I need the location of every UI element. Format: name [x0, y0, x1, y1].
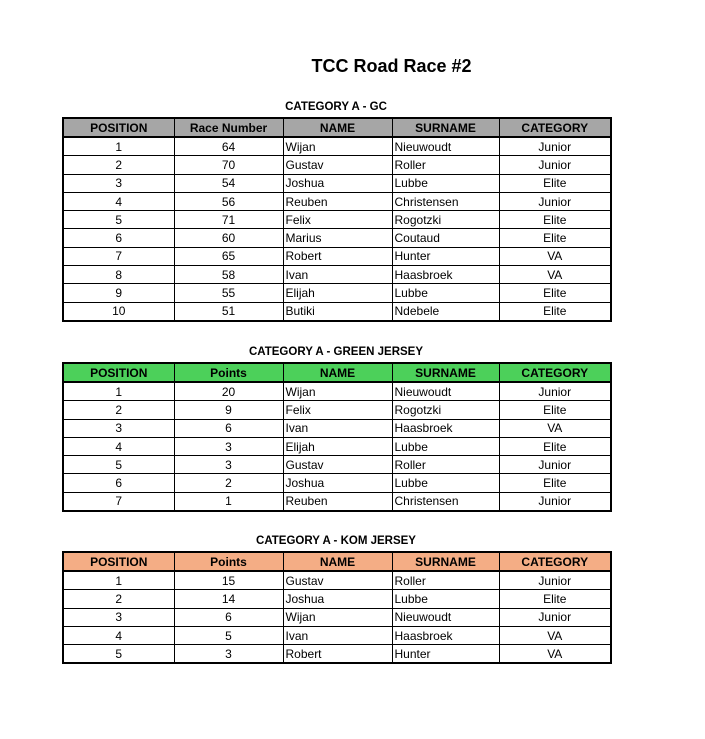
table-row [63, 302, 611, 321]
cell-surname: Hunter [392, 645, 499, 664]
cell-value: 20 [174, 382, 283, 401]
cell-value: 6 [174, 608, 283, 626]
kom-jersey-table [62, 551, 612, 664]
cell-category: Elite [499, 474, 611, 492]
cell-value: 64 [174, 137, 283, 156]
cell-surname: Lubbe [392, 437, 499, 455]
cell-surname: Christensen [392, 192, 499, 210]
cell-value: 56 [174, 192, 283, 210]
cell-position: 8 [63, 266, 174, 284]
cell-position: 10 [63, 302, 174, 321]
cell-position: 5 [63, 211, 174, 229]
cell-position: 1 [63, 571, 174, 590]
cell-category: Junior [499, 382, 611, 401]
cell-category: Elite [499, 437, 611, 455]
cell-name: Ivan [283, 626, 392, 644]
cell-name: Elijah [283, 437, 392, 455]
table-row [63, 211, 611, 229]
cell-surname: Lubbe [392, 284, 499, 302]
cell-value: 70 [174, 156, 283, 174]
table-row [63, 284, 611, 302]
column-header-surname: SURNAME [392, 363, 499, 382]
cell-name: Joshua [283, 590, 392, 608]
cell-position: 2 [63, 156, 174, 174]
table-row [63, 645, 611, 664]
cell-name: Reuben [283, 492, 392, 511]
cell-surname: Ndebele [392, 302, 499, 321]
cell-name: Ivan [283, 419, 392, 437]
cell-category: Junior [499, 492, 611, 511]
table-row [63, 247, 611, 265]
cell-position: 6 [63, 229, 174, 247]
cell-surname: Roller [392, 456, 499, 474]
cell-value: 15 [174, 571, 283, 590]
cell-name: Felix [283, 401, 392, 419]
table-row [63, 382, 611, 401]
cell-name: Gustav [283, 571, 392, 590]
cell-value: 3 [174, 456, 283, 474]
cell-name: Robert [283, 247, 392, 265]
cell-name: Joshua [283, 174, 392, 192]
cell-name: Gustav [283, 156, 392, 174]
green-jersey-table [62, 362, 612, 512]
cell-name: Elijah [283, 284, 392, 302]
cell-name: Wijan [283, 382, 392, 401]
column-header-value: Race Number [174, 118, 283, 137]
cell-surname: Nieuwoudt [392, 382, 499, 401]
cell-surname: Christensen [392, 492, 499, 511]
cell-surname: Haasbroek [392, 626, 499, 644]
cell-surname: Rogotzki [392, 401, 499, 419]
table-row [63, 419, 611, 437]
table-row [63, 174, 611, 192]
cell-surname: Lubbe [392, 174, 499, 192]
kom-jersey-section-title: CATEGORY A - KOM JERSEY [256, 535, 416, 547]
cell-surname: Rogotzki [392, 211, 499, 229]
cell-position: 6 [63, 474, 174, 492]
cell-position: 4 [63, 437, 174, 455]
cell-value: 3 [174, 437, 283, 455]
column-header-category: CATEGORY [499, 363, 611, 382]
cell-position: 2 [63, 590, 174, 608]
table-row [63, 492, 611, 511]
cell-category: Junior [499, 192, 611, 210]
table-row [63, 192, 611, 210]
cell-name: Wijan [283, 137, 392, 156]
table-row [63, 137, 611, 156]
cell-category: Junior [499, 456, 611, 474]
cell-value: 6 [174, 419, 283, 437]
cell-category: Elite [499, 302, 611, 321]
cell-value: 58 [174, 266, 283, 284]
cell-position: 2 [63, 401, 174, 419]
cell-surname: Roller [392, 156, 499, 174]
table-row [63, 571, 611, 590]
cell-position: 4 [63, 192, 174, 210]
table-header-row [63, 552, 611, 571]
cell-position: 5 [63, 645, 174, 664]
cell-category: VA [499, 645, 611, 664]
cell-category: VA [499, 419, 611, 437]
cell-surname: Coutaud [392, 229, 499, 247]
table-header-row [63, 118, 611, 137]
cell-name: Butiki [283, 302, 392, 321]
column-header-value: Points [174, 552, 283, 571]
column-header-position: POSITION [63, 363, 174, 382]
cell-position: 7 [63, 247, 174, 265]
cell-category: Elite [499, 401, 611, 419]
cell-value: 51 [174, 302, 283, 321]
cell-category: Elite [499, 284, 611, 302]
cell-position: 1 [63, 382, 174, 401]
column-header-surname: SURNAME [392, 118, 499, 137]
cell-value: 54 [174, 174, 283, 192]
cell-name: Robert [283, 645, 392, 664]
cell-value: 14 [174, 590, 283, 608]
column-header-position: POSITION [63, 118, 174, 137]
column-header-name: NAME [283, 118, 392, 137]
page-title: TCC Road Race #2 [311, 56, 472, 76]
table-row [63, 456, 611, 474]
cell-category: Elite [499, 174, 611, 192]
cell-category: Elite [499, 211, 611, 229]
table-row [63, 626, 611, 644]
cell-surname: Hunter [392, 247, 499, 265]
cell-value: 55 [174, 284, 283, 302]
cell-surname: Nieuwoudt [392, 137, 499, 156]
cell-name: Wijan [283, 608, 392, 626]
table-row [63, 229, 611, 247]
cell-value: 3 [174, 645, 283, 664]
cell-name: Marius [283, 229, 392, 247]
cell-category: Elite [499, 590, 611, 608]
cell-surname: Lubbe [392, 590, 499, 608]
cell-value: 9 [174, 401, 283, 419]
column-header-category: CATEGORY [499, 118, 611, 137]
cell-category: Elite [499, 229, 611, 247]
cell-value: 65 [174, 247, 283, 265]
cell-position: 9 [63, 284, 174, 302]
green-jersey-section-title: CATEGORY A - GREEN JERSEY [248, 346, 424, 358]
cell-surname: Roller [392, 571, 499, 590]
cell-value: 5 [174, 626, 283, 644]
column-header-value: Points [174, 363, 283, 382]
cell-surname: Nieuwoudt [392, 608, 499, 626]
cell-position: 3 [63, 419, 174, 437]
column-header-surname: SURNAME [392, 552, 499, 571]
gc-section-title: CATEGORY A - GC [285, 101, 387, 113]
cell-category: VA [499, 266, 611, 284]
cell-category: VA [499, 247, 611, 265]
cell-name: Reuben [283, 192, 392, 210]
cell-position: 3 [63, 608, 174, 626]
cell-position: 4 [63, 626, 174, 644]
cell-category: Junior [499, 156, 611, 174]
cell-value: 2 [174, 474, 283, 492]
table-row [63, 401, 611, 419]
cell-position: 3 [63, 174, 174, 192]
column-header-category: CATEGORY [499, 552, 611, 571]
table-row [63, 608, 611, 626]
table-header-row [63, 363, 611, 382]
table-row [63, 474, 611, 492]
gc-results-table [62, 117, 612, 322]
cell-surname: Haasbroek [392, 419, 499, 437]
cell-name: Gustav [283, 456, 392, 474]
cell-surname: Lubbe [392, 474, 499, 492]
cell-name: Felix [283, 211, 392, 229]
cell-category: Junior [499, 571, 611, 590]
column-header-name: NAME [283, 552, 392, 571]
cell-name: Ivan [283, 266, 392, 284]
table-row [63, 590, 611, 608]
cell-surname: Haasbroek [392, 266, 499, 284]
cell-value: 60 [174, 229, 283, 247]
table-row [63, 156, 611, 174]
column-header-name: NAME [283, 363, 392, 382]
cell-category: Junior [499, 608, 611, 626]
cell-value: 1 [174, 492, 283, 511]
cell-position: 7 [63, 492, 174, 511]
table-row [63, 437, 611, 455]
cell-position: 5 [63, 456, 174, 474]
cell-category: VA [499, 626, 611, 644]
cell-position: 1 [63, 137, 174, 156]
table-row [63, 266, 611, 284]
cell-category: Junior [499, 137, 611, 156]
column-header-position: POSITION [63, 552, 174, 571]
cell-name: Joshua [283, 474, 392, 492]
cell-value: 71 [174, 211, 283, 229]
